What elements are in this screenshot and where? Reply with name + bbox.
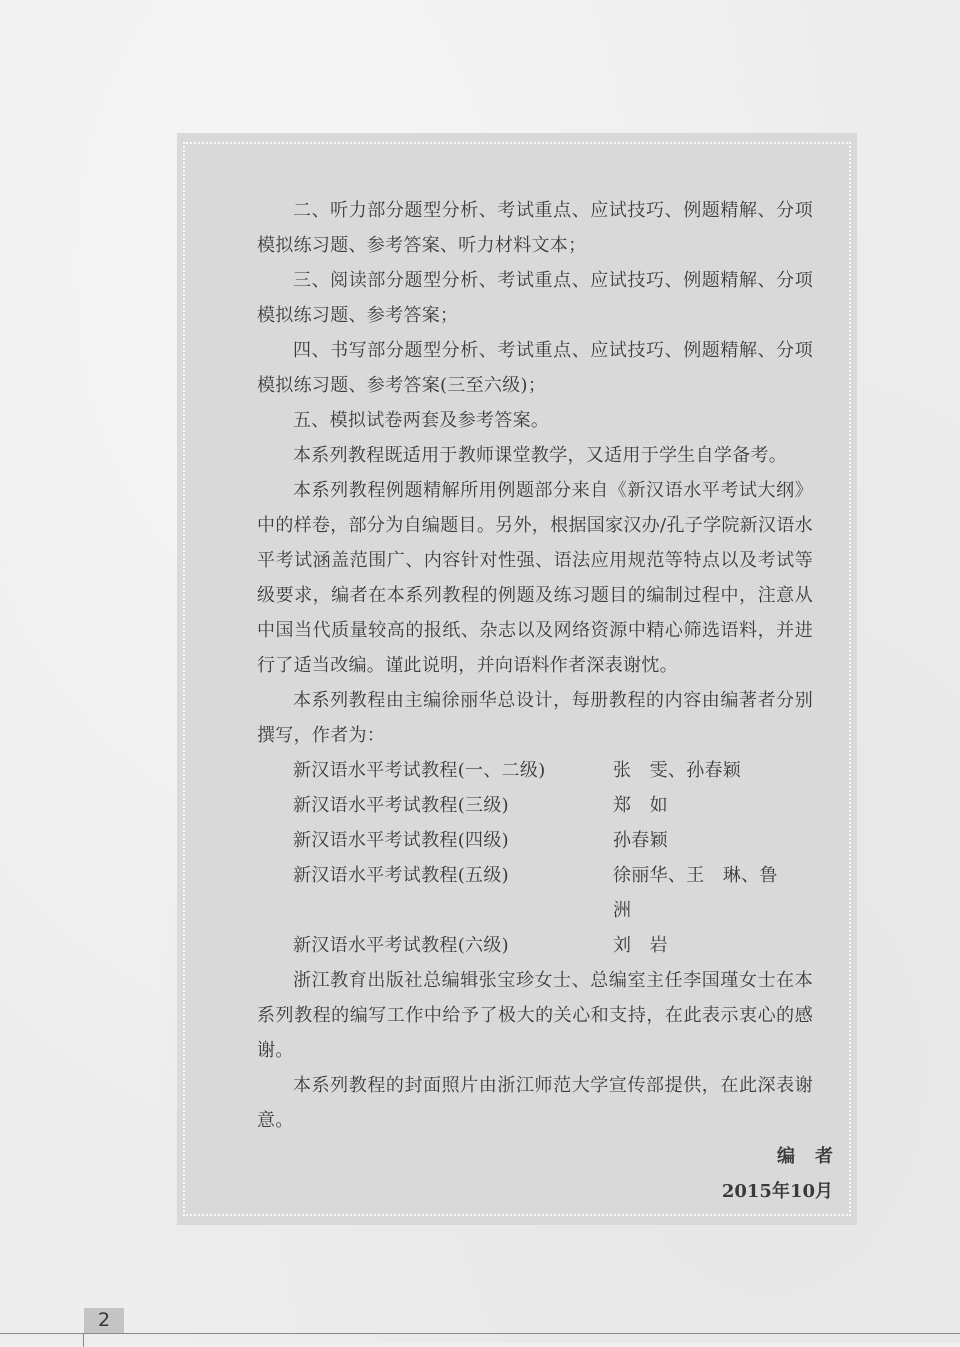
- author-list-item: [257, 823, 813, 858]
- paragraph-acknowledgement: 浙江教育出版社总编辑张宝珍女士、总编室主任李国瑾女士在本系列教程的编写工作中给予了极大的关心和支持，在此表示衷心的感谢。: [257, 970, 813, 1061]
- paragraph-authorship: 本系列教程由主编徐丽华总设计，每册教程的内容由编著者分别撰写，作者为：: [257, 690, 813, 746]
- signature-editor: 编者: [777, 1146, 853, 1167]
- preface-content: [257, 193, 813, 1138]
- author-list: [257, 753, 813, 963]
- author-names: 刘 岩: [613, 935, 668, 956]
- book-title: 新汉语水平考试教程(四级): [293, 830, 509, 851]
- signature-date: 2015年10月: [721, 1181, 833, 1202]
- author-names: 孙春颖: [613, 830, 668, 851]
- page-footer: [0, 1305, 960, 1343]
- signature-block: [721, 1139, 853, 1209]
- paragraph-listening: 二、听力部分题型分析、考试重点、应试技巧、例题精解、分项模拟练习题、参考答案、听力材料文本；: [257, 200, 813, 256]
- page-number: 2: [84, 1308, 124, 1333]
- paragraph-mock-exams: 五、模拟试卷两套及参考答案。: [293, 410, 550, 431]
- preface-text-box: [177, 133, 857, 1225]
- book-title: 新汉语水平考试教程(三级): [293, 795, 509, 816]
- paragraph-cover-photo: 本系列教程的封面照片由浙江师范大学宣传部提供，在此深表谢意。: [257, 1075, 813, 1131]
- footer-rule: [0, 1333, 960, 1334]
- book-title: 新汉语水平考试教程(五级): [293, 865, 509, 886]
- book-title: 新汉语水平考试教程(一、二级): [293, 760, 546, 781]
- author-list-item: [257, 753, 813, 788]
- paragraph-sources: 本系列教程例题精解所用例题部分来自《新汉语水平考试大纲》中的样卷，部分为自编题目。另外，根据国家汉办/孔子学院新汉语水平考试涵盖范围广、内容针对性强、语法应用规范等特点以及考试等级要求，编者在本系列教程的例题及练习题目的编制过程中，注意从中国当代质量较高的报纸、杂志以及网络资源中精心筛选语料，并进行了适当改编。谨此说明，并向语料作者深表谢忱。: [257, 480, 813, 676]
- footer-tick: [83, 1333, 84, 1347]
- author-names: 张 雯、孙春颖: [613, 760, 742, 781]
- paragraph-writing: 四、书写部分题型分析、考试重点、应试技巧、例题精解、分项模拟练习题、参考答案(三至六级)；: [257, 340, 813, 396]
- paragraph-usage: 本系列教程既适用于教师课堂教学，又适用于学生自学备考。: [293, 445, 788, 466]
- author-list-item: [257, 788, 813, 823]
- author-names: 郑 如: [613, 795, 668, 816]
- book-title: 新汉语水平考试教程(六级): [293, 935, 509, 956]
- paragraph-reading: 三、阅读部分题型分析、考试重点、应试技巧、例题精解、分项模拟练习题、参考答案；: [257, 270, 813, 326]
- author-list-item: [257, 928, 813, 963]
- author-names: 徐丽华、王 琳、鲁 洲: [613, 865, 797, 921]
- author-list-item: [257, 858, 813, 928]
